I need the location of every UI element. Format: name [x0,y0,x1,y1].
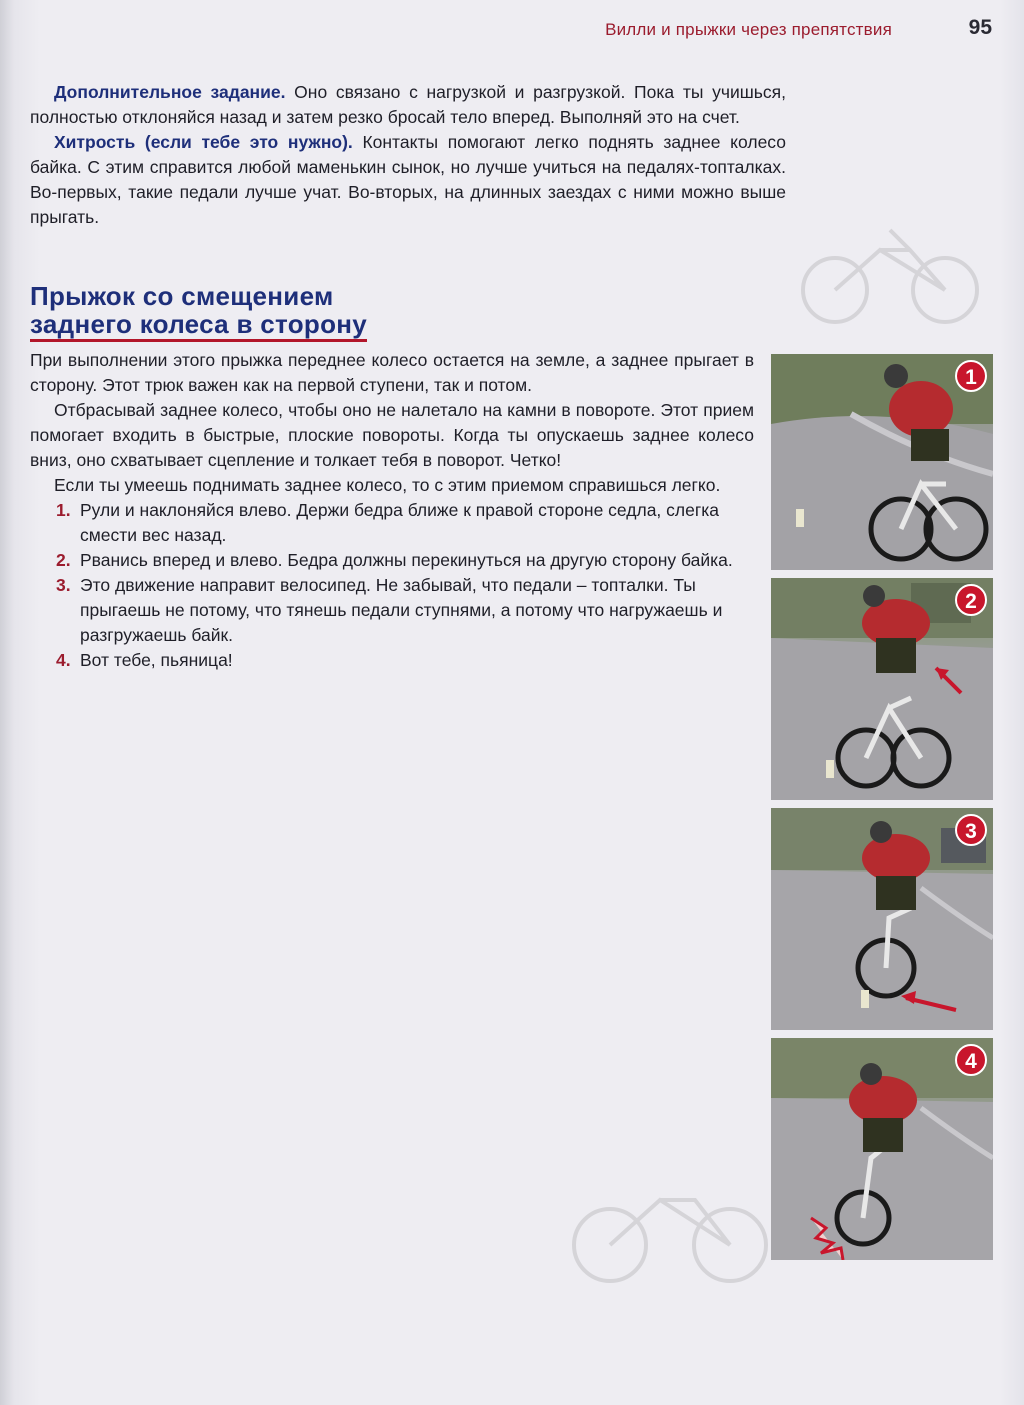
list-item [30,573,754,648]
step-number: 4. [56,650,71,670]
step-number: 1. [56,500,71,520]
intro-paragraph-1-body: Оно связано с нагрузкой и разгрузкой. Пока ты учишься, полностью отклоняйся назад и затем резко бросай тело вперед. Выполняй это на счет. [30,82,787,127]
photo-badge: 2 [955,584,987,616]
bleed-through-bicycle-icon [790,210,990,330]
intro-paragraph-2-lead: Хитрость (если тебе это нужно). [54,132,353,152]
steps-list [30,498,754,673]
running-title: Вилли и прыжки через препятствия [605,20,892,39]
list-item [30,498,754,548]
page-number: 95 [968,16,992,39]
section-heading-line-2: заднего колеса в сторону [30,310,367,342]
list-item [30,648,754,673]
bleed-through-bicycle-icon-2 [560,1150,780,1290]
intro-paragraph-2-body: Контакты помогают легко поднять заднее колесо байка. С этим справится любой маменькин сынок, но лучше учиться на педалях-топталках. Во-первых, такие педали лучше учат. Во-вторых, на длинных заездах с ними можно выше прыгать. [30,132,786,227]
section-heading-line-1: Прыжок со смещением [30,281,334,311]
photo-step-2 [771,578,993,800]
photo-badge: 4 [955,1044,987,1076]
section-body [30,348,754,673]
intro-paragraph-2 [30,130,786,230]
step-number: 2. [56,550,71,570]
step-text: Это движение направит велосипед. Не забывай, что педали – топталки. Ты прыгаешь не потому, что тянешь педали ступнями, а потому что нагружаешь и разгружаешь байк. [80,575,723,645]
intro-text [30,80,786,230]
step-number: 3. [56,575,71,595]
photo-badge: 1 [955,360,987,392]
intro-paragraph-1-lead: Дополнительное задание. [54,82,286,102]
list-item [30,548,754,573]
section-paragraph-3: Если ты умеешь поднимать заднее колесо, то с этим приемом справишься легко. [54,475,721,495]
step-text: Рванись вперед и влево. Бедра должны перекинуться на другую сторону байка. [80,550,733,570]
photo-step-3 [771,808,993,1030]
section-paragraph-2: Отбрасывай заднее колесо, чтобы оно не налетало на камни в повороте. Этот прием помогает входить в быстрые, плоские повороты. Когда ты опускаешь заднее колесо вниз, оно схватывает сцепление и толкает тебя в поворот. Четко! [30,400,754,470]
section-paragraph-1: При выполнении этого прыжка переднее колесо остается на земле, а заднее прыгает в сторону. Этот трюк важен как на первой ступени, так и потом. [30,350,754,395]
step-text: Вот тебе, пьяница! [80,650,233,670]
step-text: Рули и наклоняйся влево. Держи бедра ближе к правой стороне седла, слегка смести вес назад. [80,500,719,545]
section-heading [30,282,367,342]
photo-badge: 3 [955,814,987,846]
photo-step-4 [771,1038,993,1260]
photo-step-1 [771,354,993,570]
intro-paragraph-1 [30,80,786,130]
